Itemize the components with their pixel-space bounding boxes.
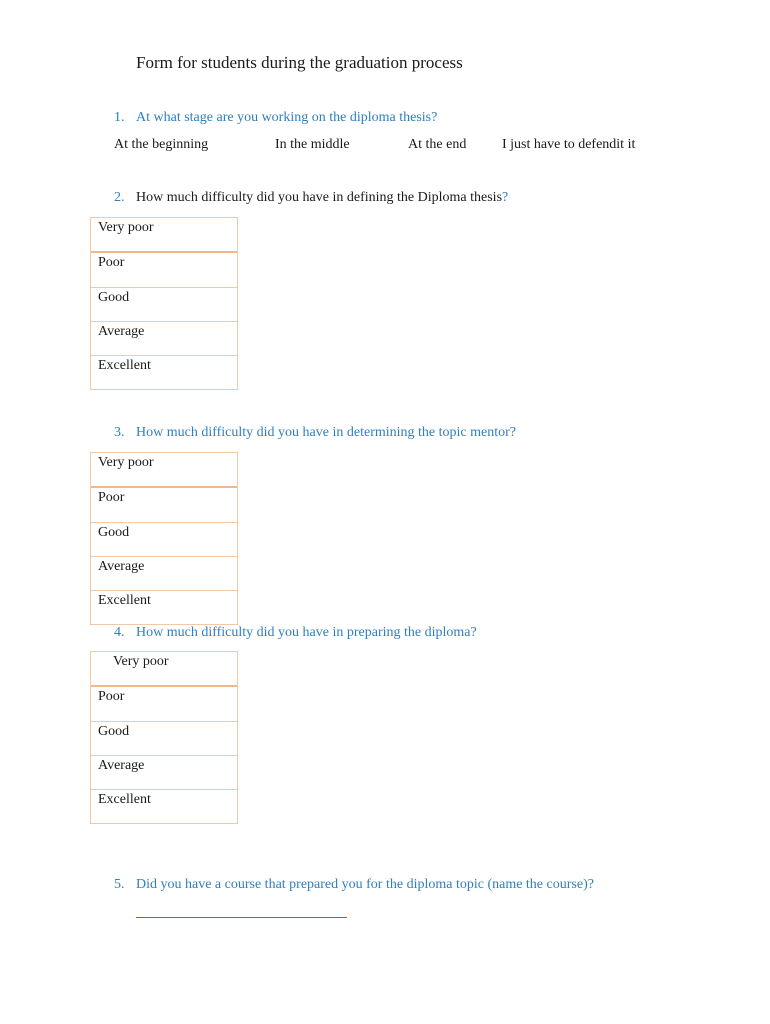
question-text: How much difficulty did you have in determining the topic mentor? (136, 425, 516, 440)
q1-option-beginning[interactable]: At the beginning (114, 137, 209, 152)
rating-option-good[interactable]: Good (91, 287, 237, 321)
question-number: 4. (114, 625, 125, 640)
question-number: 2. (114, 190, 125, 205)
rating-option-very-poor[interactable]: Very poor (91, 652, 237, 687)
question-2 (114, 190, 508, 206)
course-answer-field[interactable] (136, 917, 347, 918)
rating-option-good[interactable]: Good (91, 721, 237, 755)
rating-option-excellent[interactable]: Excellent (91, 789, 237, 823)
rating-option-average[interactable]: Average (91, 321, 237, 355)
form-title: Form for students during the graduation process (136, 53, 463, 72)
q1-option-defend[interactable]: I just have to defendit it (502, 137, 636, 152)
question-1 (114, 110, 437, 126)
q3-rating-table (90, 452, 238, 625)
rating-option-average[interactable]: Average (91, 755, 237, 789)
q4-rating-table (90, 651, 238, 824)
question-5 (114, 877, 594, 893)
rating-option-poor[interactable]: Poor (98, 689, 125, 704)
rating-option-poor[interactable]: Poor (98, 255, 125, 270)
rating-option-excellent[interactable]: Excellent (91, 355, 237, 389)
question-text: How much difficulty did you have in defining the Diploma thesis (136, 190, 503, 205)
q1-option-end[interactable]: At the end (408, 137, 467, 152)
rating-option-very-poor[interactable]: Very poor (91, 218, 237, 253)
question-3 (114, 425, 516, 441)
question-4 (114, 625, 477, 641)
question-text: How much difficulty did you have in preparing the diploma? (136, 625, 477, 640)
q1-option-middle[interactable]: In the middle (275, 137, 350, 152)
rating-option-very-poor[interactable]: Very poor (91, 453, 237, 488)
rating-option-poor[interactable]: Poor (98, 490, 125, 505)
rating-option-excellent[interactable]: Excellent (91, 590, 237, 624)
question-number: 3. (114, 425, 125, 440)
question-number: 5. (114, 877, 125, 892)
q2-rating-table (90, 217, 238, 390)
question-text: Did you have a course that prepared you for the diploma topic (name the course)? (136, 877, 594, 892)
rating-option-good[interactable]: Good (91, 522, 237, 556)
question-mark: ? (502, 190, 509, 205)
question-number: 1. (114, 110, 125, 125)
question-text: At what stage are you working on the diploma thesis? (136, 110, 438, 125)
rating-option-average[interactable]: Average (91, 556, 237, 590)
